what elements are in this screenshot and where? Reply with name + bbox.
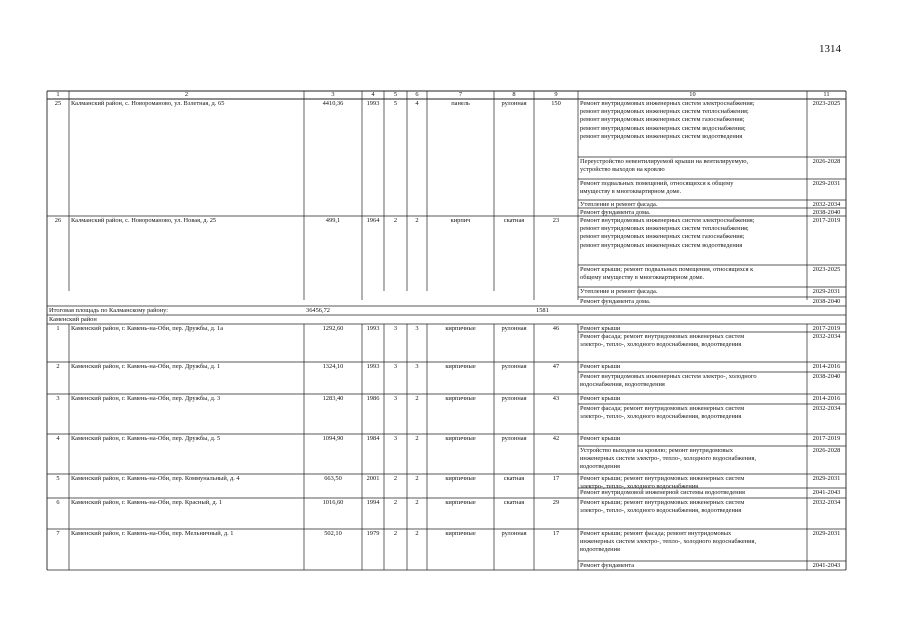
work-period: 2017-2019 — [812, 325, 841, 332]
table-cell: 2 — [415, 217, 419, 224]
address-cell: Каменский район, г. Камень-на-Оби, пер. Дружбы, д. 3 — [71, 395, 221, 402]
work-period: 2026-2028 — [812, 447, 841, 454]
address-cell: Калманский район, с. Новороманово, ул. Взлетная, д. 65 — [71, 100, 225, 107]
table-cell: 502,10 — [324, 530, 342, 537]
table-cell: 3 — [393, 325, 398, 332]
table-cell: 17 — [552, 475, 560, 482]
work-description: Ремонт крыши — [580, 363, 621, 370]
table-cell: кирпичные — [445, 395, 476, 402]
work-period: 2038-2040 — [812, 209, 841, 216]
table-cell: кирпичные — [445, 325, 476, 332]
table-cell: 29 — [552, 499, 560, 506]
work-period: 2017-2019 — [812, 217, 841, 224]
header-cell: 2 — [184, 91, 189, 98]
address-cell: Каменский район, г. Камень-на-Оби, пер. Дружбы, д. 1 — [71, 363, 221, 370]
header-cell: 4 — [371, 91, 375, 98]
table-cell: 5 — [393, 100, 398, 107]
address-cell: Каменский район, г. Камень-на-Оби, пер. Красный, д. 1 — [71, 499, 223, 506]
table-cell: рулонная — [501, 435, 527, 442]
table-cell: 25 — [54, 100, 62, 107]
work-period: 2014-2016 — [812, 363, 841, 370]
table-cell: кирпичные — [445, 499, 476, 506]
table-cell: 6 — [56, 499, 60, 506]
total-label: Итоговая площадь по Калманскому району: — [49, 307, 169, 314]
header-cell: 8 — [512, 91, 516, 98]
table-cell: кирпичные — [445, 363, 476, 370]
page-number: 1314 — [819, 43, 841, 55]
work-description: Ремонт крыши; ремонт подвальных помещения, относящихся к общему имуществу в многоквартирном доме. — [580, 266, 754, 282]
table-cell: 1994 — [366, 499, 380, 506]
header-cell: 11 — [823, 91, 830, 98]
header-cell: 1 — [56, 91, 60, 98]
table-cell: 2 — [393, 530, 398, 537]
table-cell: 1984 — [366, 435, 380, 442]
table-cell: 2 — [415, 395, 419, 402]
table-cell: 1094,90 — [322, 435, 344, 442]
work-period: 2041-2043 — [812, 562, 841, 569]
table-cell: кирпичные — [445, 435, 476, 442]
address-cell: Каменский район, г. Камень-на-Оби, пер. Дружбы, д. 5 — [71, 435, 221, 442]
total-residents: 1581 — [536, 307, 549, 314]
table-cell: рулонная — [501, 100, 527, 107]
work-description: Ремонт внутридомовых инженерных систем электроснабжения; ремонт внутридомовых инженерных систем теплоснабжения; ремонт внутридомовых инженерных систем газоснабжения; ремонт внутридомовых инженерных систем водоотведения — [580, 217, 755, 249]
table-cell: 2 — [393, 475, 398, 482]
work-description: Ремонт фасада; ремонт внутридомовых инженерных систем электро-, тепло-, холодного водоснабжения, водоотведения — [580, 405, 745, 421]
table-cell: 4 — [56, 435, 60, 442]
work-description: Ремонт крыши — [580, 325, 621, 332]
table-cell: 2 — [393, 217, 398, 224]
work-period: 2032-2034 — [812, 201, 841, 208]
work-description: Утепление и ремонт фасада. — [580, 288, 658, 295]
work-description: Ремонт крыши; ремонт внутридомовых инженерных систем электро-, тепло-, холодного водоснабжения, водоотведения — [580, 499, 745, 515]
table-cell: 1016,60 — [322, 499, 344, 506]
table-cell: 1979 — [366, 530, 380, 537]
address-cell: Каменский район, г. Камень-на-Оби, пер. Коммунальный, д. 4 — [71, 475, 240, 482]
table-cell: 2 — [56, 363, 60, 370]
table-cell: 1292,60 — [322, 325, 344, 332]
table-cell: панель — [451, 100, 470, 107]
work-description: Ремонт крыши; ремонт внутридомовых инженерных систем электро-, тепло-, холодного водоснабжения — [580, 475, 745, 491]
district-header: Каменский район — [49, 316, 97, 323]
table-cell: 7 — [56, 530, 60, 537]
work-description: Переустройство невентилируемой крыши на вентилируемую, устройство выходов на кровлю — [580, 158, 749, 174]
work-period: 2032-2034 — [812, 405, 841, 412]
work-description: Ремонт внутридомовой инженерной системы водоотведения — [580, 489, 745, 496]
total-area: 36456,72 — [306, 307, 330, 314]
table-cell: 3 — [393, 395, 398, 402]
table-cell: 2 — [415, 499, 419, 506]
table-cell: 1993 — [366, 100, 380, 107]
table-cell: рулонная — [501, 325, 527, 332]
work-period: 2038-2040 — [812, 298, 841, 305]
table-cell: 17 — [552, 530, 560, 537]
table-cell: 1986 — [366, 395, 380, 402]
header-cell: 6 — [415, 91, 419, 98]
work-period: 2017-2019 — [812, 435, 841, 442]
table-cell: 150 — [551, 100, 561, 107]
table-cell: кирпич — [450, 217, 471, 224]
table-cell: 663,50 — [324, 475, 342, 482]
work-description: Ремонт внутридомовых инженерных систем электро-, холодного водоснабжения, водоотведения — [580, 373, 757, 389]
work-period: 2023-2025 — [812, 266, 841, 273]
work-period: 2029-2031 — [812, 288, 841, 295]
table-cell: 2 — [415, 475, 419, 482]
table-cell: 42 — [552, 435, 560, 442]
table-cell: 2 — [393, 499, 398, 506]
table-cell: 47 — [552, 363, 560, 370]
table-cell: 4410,36 — [322, 100, 344, 107]
table-cell: кирпичные — [445, 530, 476, 537]
work-description: Ремонт крыши — [580, 395, 621, 402]
table-cell: 26 — [54, 217, 62, 224]
table-cell: рулонная — [501, 395, 527, 402]
table-cell: 3 — [393, 363, 398, 370]
table-cell: 3 — [56, 395, 60, 402]
table-cell: 3 — [393, 435, 398, 442]
work-period: 2032-2034 — [812, 333, 841, 340]
work-period: 2023-2025 — [812, 100, 841, 107]
work-period: 2014-2016 — [812, 395, 841, 402]
address-cell: Калманский район, с. Новороманово, ул. Новая, д. 25 — [71, 217, 217, 224]
table-cell: скатная — [503, 475, 525, 482]
work-description: Ремонт фундамента дома. — [580, 298, 651, 305]
work-description: Утепление и ремонт фасада. — [580, 201, 658, 208]
table-cell: скатная — [503, 499, 525, 506]
table-cell: 2 — [415, 530, 419, 537]
header-cell: 7 — [458, 91, 463, 98]
work-description: Ремонт внутридомовых инженерных систем электроснабжения; ремонт внутридомовых инженерных систем теплоснабжения; ремонт внутридомовых инженерных систем газоснабжения; ремонт внутридомовых инженерных систем водоснабжения; ремонт внутридомовых инженерных систем водоотведения — [580, 100, 755, 140]
table-cell: 46 — [552, 325, 560, 332]
work-description: Устройство выходов на кровлю; ремонт внутридомовых инженерных систем электро-, тепло-, холодного водоснабжения, водоотведения — [580, 447, 757, 471]
work-period: 2029-2031 — [812, 180, 841, 187]
table-cell: рулонная — [501, 363, 527, 370]
address-cell: Каменский район, г. Камень-на-Оби, пер. Дружбы, д. 1а — [71, 325, 224, 332]
table-cell: 2001 — [366, 475, 380, 482]
work-description: Ремонт подвальных помещений, относящихся к общему имуществу в многоквартирном доме. — [580, 180, 734, 196]
table-cell: 5 — [56, 475, 60, 482]
table-cell: 499,1 — [325, 217, 341, 224]
work-period: 2032-2034 — [812, 499, 841, 506]
table-cell: 43 — [552, 395, 560, 402]
table-cell: 1283,40 — [322, 395, 344, 402]
table-cell: рулонная — [501, 530, 527, 537]
work-description: Ремонт фасада; ремонт внутридомовых инженерных систем электро-, тепло-, холодного водоснабжения, водоотведения — [580, 333, 745, 349]
table-cell: 3 — [415, 363, 419, 370]
table-cell: 23 — [552, 217, 560, 224]
table-cell: 4 — [415, 100, 419, 107]
work-description: Ремонт фундамента дома. — [580, 209, 651, 216]
work-period: 2026-2028 — [812, 158, 841, 165]
header-cell: 10 — [689, 91, 696, 98]
table-cell: 1 — [56, 325, 60, 332]
table-cell: скатная — [503, 217, 525, 224]
work-period: 2041-2043 — [812, 489, 841, 496]
address-cell: Каменский район, г. Камень-на-Оби, пер. Мельничный, д. 1 — [71, 530, 234, 537]
header-cell: 3 — [331, 91, 335, 98]
table-cell: 1993 — [366, 325, 380, 332]
table-cell: 1964 — [366, 217, 380, 224]
work-description: Ремонт фундамента — [580, 562, 635, 569]
table-cell: 3 — [415, 325, 419, 332]
work-description: Ремонт крыши; ремонт фасада; ремонт внутридомовых инженерных систем электро-, тепло-, холодного водоснабжения, водоотведения — [580, 530, 757, 554]
work-period: 2029-2031 — [812, 530, 841, 537]
table-cell: 2 — [415, 435, 419, 442]
work-period: 2038-2040 — [812, 373, 841, 380]
table-cell: 1324,10 — [322, 363, 344, 370]
table-cell: кирпичные — [445, 475, 476, 482]
work-period: 2029-2031 — [812, 475, 841, 482]
table-cell: 1993 — [366, 363, 380, 370]
header-cell: 9 — [554, 91, 558, 98]
header-cell: 5 — [393, 91, 398, 98]
work-description: Ремонт крыши — [580, 435, 621, 442]
